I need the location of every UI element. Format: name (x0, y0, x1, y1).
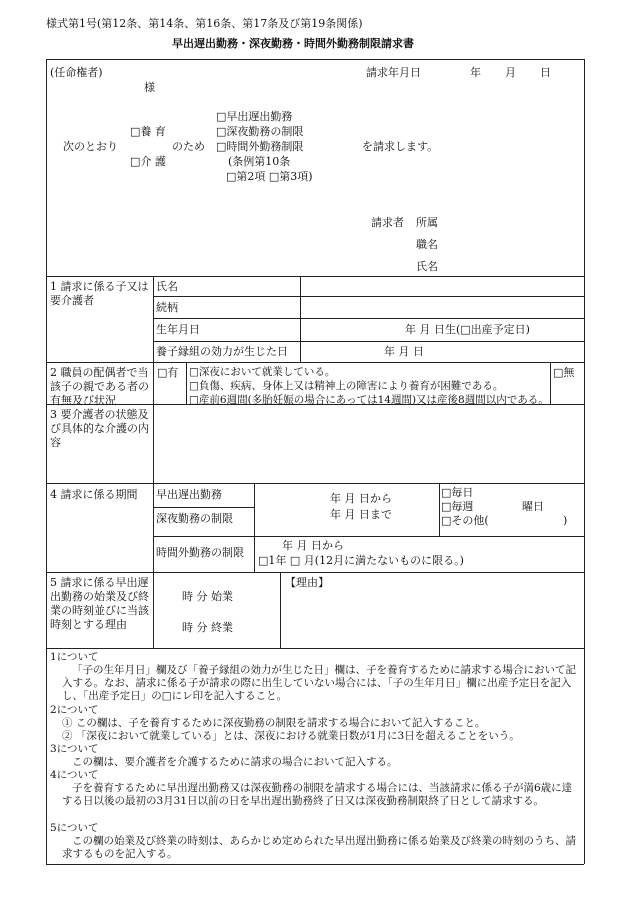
spouse-no-checkbox[interactable]: □無 (553, 366, 575, 379)
freq-other-close: ) (563, 514, 568, 527)
position-label: 職名 (416, 238, 438, 251)
child-name-label: 氏名 (156, 280, 178, 293)
care-nursing-checkbox[interactable]: □介 護 (130, 155, 166, 168)
authority-label: (任命権者) (50, 66, 103, 79)
purpose-overtime-checkbox[interactable]: □時間外勤務制限 (216, 140, 304, 153)
section2-label: 2 職員の配偶者で当該子の親である者の有無及び状況 (50, 366, 149, 407)
spouse-maternity-checkbox[interactable]: □産前6週間(多胎妊娠の場合にあっては14週間)又は産後8週間以内である。 (189, 394, 549, 406)
article-reference: (条例第10条 (228, 155, 291, 168)
start-time-field[interactable]: 時 分 始業 (182, 590, 233, 603)
form-number: 様式第1号(第12条、第14条、第16条、第17条及び第19条関係) (46, 17, 363, 30)
freq-weekly-checkbox[interactable]: □毎週 (441, 500, 474, 513)
spouse-illness-checkbox[interactable]: □負傷、疾病、身体上又は精神上の障害により養育が困難である。 (189, 380, 504, 392)
date-month-field[interactable]: 月 (505, 66, 516, 79)
birthdate-label: 生年月日 (156, 323, 200, 336)
note5-heading: 5について (50, 822, 99, 834)
sama-label: 様 (144, 81, 155, 94)
affiliation-label: 所属 (416, 216, 438, 229)
section4-label: 4 請求に係る期間 (50, 488, 138, 501)
period-to-field[interactable]: 年 月 日まで (330, 508, 392, 521)
end-time-field[interactable]: 時 分 終業 (182, 621, 233, 634)
date-year-field[interactable]: 年 (470, 66, 481, 79)
name-label: 氏名 (416, 260, 438, 273)
requester-label: 請求者 (371, 216, 404, 229)
overtime-from-field[interactable]: 年 月 日から (282, 539, 344, 552)
freq-daily-checkbox[interactable]: □毎日 (441, 486, 474, 499)
article-subsection-checkboxes[interactable]: □第2項 □第3項) (226, 170, 313, 183)
adoption-date-label: 養子縁組の効力が生じた日 (156, 345, 288, 358)
birthdate-value[interactable]: 年 月 日生(□出産予定日) (405, 323, 530, 336)
request-date-label: 請求年月日 (366, 66, 421, 79)
section3-label: 3 要介護者の状態及び具体的な介護の内容 (50, 408, 149, 449)
purpose-night-checkbox[interactable]: □深夜勤務の制限 (216, 125, 304, 138)
overtime-period-label: 時間外勤務の制限 (156, 546, 244, 559)
section1-label: 1 請求に係る子又は要介護者 (50, 280, 149, 307)
note3-text: この欄は、要介護者を介護するために請求の場合において記入する。 (72, 756, 398, 768)
early-late-period-label: 早出遅出勤務 (156, 488, 222, 501)
spouse-night-work-checkbox[interactable]: □深夜において就業している。 (189, 366, 336, 378)
note4-heading: 4について (50, 769, 99, 781)
note1-heading: 1について (50, 651, 99, 663)
note2-item2: ② 「深夜において就業している」とは、深夜における就業日数が1月に3日を超えることをいう。 (62, 730, 520, 742)
section5-label: 5 請求に係る早出遅出勤務の始業及び終業の時刻並びに当該時刻とする理由 (50, 576, 149, 631)
period-from-field[interactable]: 年 月 日から (330, 492, 392, 505)
request-phrase: を請求します。 (362, 140, 439, 153)
note4-text: 子を養育するために早出遅出勤務又は深夜勤務の制限を請求する場合には、当該請求に係る子が満6歳に達する日以後の最初の3月31日以前の日を早出遅出勤務終了日又は深夜勤務制限終了日として請求する。 (62, 782, 573, 807)
reason-label: 【理由】 (285, 576, 329, 589)
adoption-date-value[interactable]: 年 月 日 (384, 345, 424, 358)
note2-item1: ① この欄は、子を養育するために深夜勤務の制限を請求する場合において記入すること。 (62, 717, 486, 729)
note5-text: この欄の始業及び終業の時刻は、あらかじめ定められた早出遅出勤務に係る始業及び終業の時刻のうち、請求するものを記入する。 (62, 835, 576, 860)
as-follows-text: 次のとおり (63, 140, 118, 153)
note3-heading: 3について (50, 743, 99, 755)
for-text: のため (172, 140, 205, 153)
night-period-label: 深夜勤務の制限 (156, 512, 233, 525)
weekday-label: 曜日 (522, 500, 544, 513)
purpose-early-late-checkbox[interactable]: □早出遅出勤務 (216, 110, 293, 123)
page-title: 早出遅出勤務・深夜勤務・時間外勤務制限請求書 (172, 37, 414, 50)
care-childcare-checkbox[interactable]: □養 育 (130, 125, 166, 138)
note1-text: 「子の生年月日」欄及び「養子縁組の効力が生じた日」欄は、子を養育するために請求する場合において記入する。なお、請求に係る子が請求の際に出生していない場合には、「子の生年月日」欄に出産予定日を記入し、「出産予定日」の□にレ印を記入すること。 (62, 664, 576, 702)
relation-label: 続柄 (156, 301, 178, 314)
date-day-field[interactable]: 日 (540, 66, 551, 79)
spouse-yes-checkbox[interactable]: □有 (157, 366, 179, 379)
freq-other-checkbox[interactable]: □その他( (441, 514, 489, 527)
note2-heading: 2について (50, 704, 99, 716)
overtime-duration-checkboxes[interactable]: □1年 □ 月(12月に満たないものに限る。) (258, 554, 464, 567)
